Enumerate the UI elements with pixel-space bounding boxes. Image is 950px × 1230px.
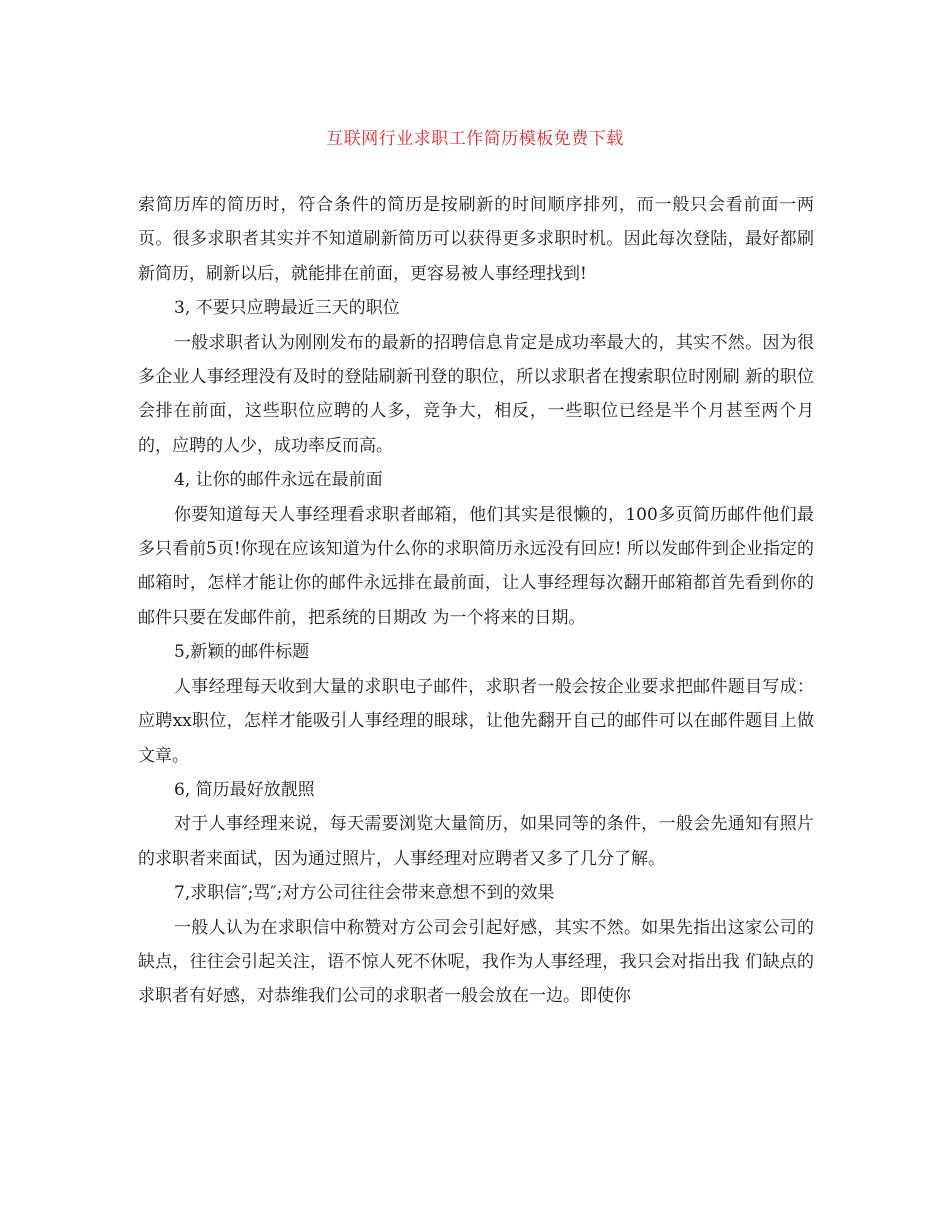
paragraph-section-6: 对于人事经理来说，每天需要浏览大量简历，如果同等的条件，一般会先通知有照片的求职者来面试，因为通过照片，人事经理对应聘者又多了几分了解。 <box>138 814 814 869</box>
document-title: 互联网行业求职工作简历模板免费下载 <box>326 129 624 149</box>
paragraph-section-4: 你要知道每天人事经理看求职者邮箱，他们其实是很懒的，100多页简历邮件他们最多只看前5页!你现在应该知道为什么你的求职简历永远没有回应! 所以发邮件到企业指定的邮箱时，怎样才能让你的邮件永远排在最前面，让人事经理每次翻开邮箱都首先看到你的邮件只要在发邮件前，把系统的日期改 为一个将来的日期。 <box>138 504 814 628</box>
paragraph-section-3: 一般求职者认为刚刚发布的最新的招聘信息肯定是成功率最大的，其实不然。因为很多企业人事经理没有及时的登陆刷新刊登的职位，所以求职者在搜索职位时刚刷 新的职位会排在前面，这些职位应聘的人多，竞争大，相反，一些职位已经是半个月甚至两个月的，应聘的人少，成功率反而高。 <box>138 332 814 456</box>
paragraph-section-7: 一般人认为在求职信中称赞对方公司会引起好感，其实不然。如果先指出这家公司的缺点，往往会引起关注，语不惊人死不休呢，我作为人事经理，我只会对指出我 们缺点的求职者有好感，对恭维我们公司的求职者一般会放在一边。即使你 <box>138 917 814 1007</box>
section-heading-3: 3, 不要只应聘最近三天的职位 <box>174 298 400 319</box>
section-heading-7: 7,求职信″;骂″;对方公司往往会带来意想不到的效果 <box>174 883 555 904</box>
paragraph-continuation: 索简历库的简历时，符合条件的简历是按刷新的时间顺序排列，而一般只会看前面一两页。很多求职者其实并不知道刷新简历可以获得更多求职时机。因此每次登陆，最好都刷新简历，刷新以后，就能排在前面，更容易被人事经理找到! <box>138 195 814 284</box>
section-heading-6: 6, 简历最好放靓照 <box>174 779 315 800</box>
section-heading-4: 4, 让你的邮件永远在最前面 <box>174 470 383 491</box>
paragraph-section-5: 人事经理每天收到大量的求职电子邮件，求职者一般会按企业要求把邮件题目写成：应聘xx职位，怎样才能吸引人事经理的眼球，让他先翻开自己的邮件可以在邮件题目上做文章。 <box>138 676 814 766</box>
document-body <box>138 188 814 1014</box>
section-heading-5: 5,新颖的邮件标题 <box>174 642 310 663</box>
